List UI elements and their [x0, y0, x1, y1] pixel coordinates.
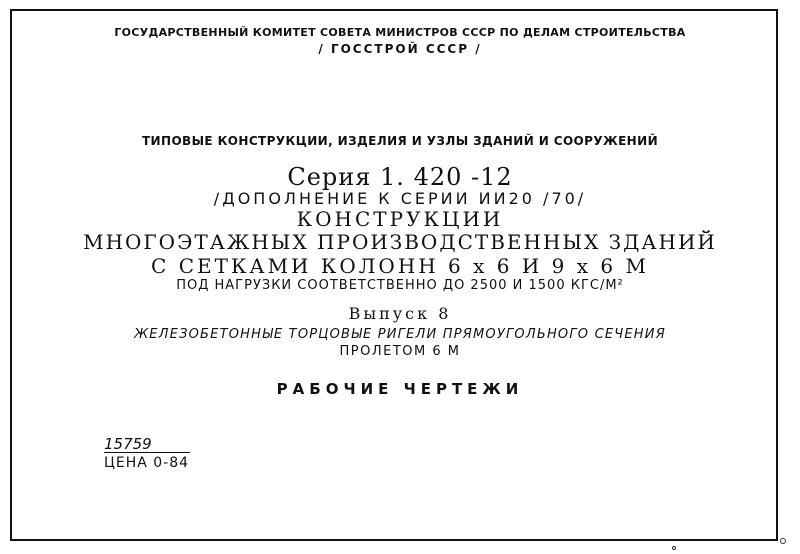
working-drawings-label: РАБОЧИЕ ЧЕРТЕЖИ [276, 380, 524, 398]
organization-title: ГОСУДАРСТВЕННЫЙ КОМИТЕТ СОВЕТА МИНИСТРОВ СССР ПО ДЕЛАМ СТРОИТЕЛЬСТВА [114, 26, 686, 39]
title-line-1: КОНСТРУКЦИИ [296, 207, 504, 231]
catalog-heading: ТИПОВЫЕ КОНСТРУКЦИИ, ИЗДЕЛИЯ И УЗЛЫ ЗДАНИЙ И СООРУЖЕНИЙ [141, 134, 659, 148]
series-addendum: /ДОПОЛНЕНИЕ К СЕРИИ ИИ20 /70/ [213, 189, 587, 208]
title-line-2: МНОГОЭТАЖНЫХ ПРОИЗВОДСТВЕННЫХ ЗДАНИЙ [83, 230, 717, 254]
organization-short: / ГОССТРОЙ СССР / [318, 42, 482, 56]
scan-mark [672, 546, 676, 550]
description-line-2: ПРОЛЕТОМ 6 М [339, 344, 461, 359]
scan-mark [780, 538, 786, 544]
load-specification: ПОД НАГРУЗКИ СООТВЕТСТВЕННО ДО 2500 И 1500 КГС/М² [176, 278, 624, 293]
series-number: Серия 1. 420 -12 [287, 163, 513, 191]
title-line-3: С СЕТКАМИ КОЛОНН 6 х 6 И 9 х 6 М [151, 254, 649, 278]
catalog-number: 15759 [104, 436, 190, 453]
description-line-1: ЖЕЛЕЗОБЕТОННЫЕ ТОРЦОВЫЕ РИГЕЛИ ПРЯМОУГОЛЬНОГО СЕЧЕНИЯ [134, 327, 666, 342]
price-label: ЦЕНА 0-84 [104, 455, 190, 471]
issue-number: Выпуск 8 [348, 304, 452, 323]
